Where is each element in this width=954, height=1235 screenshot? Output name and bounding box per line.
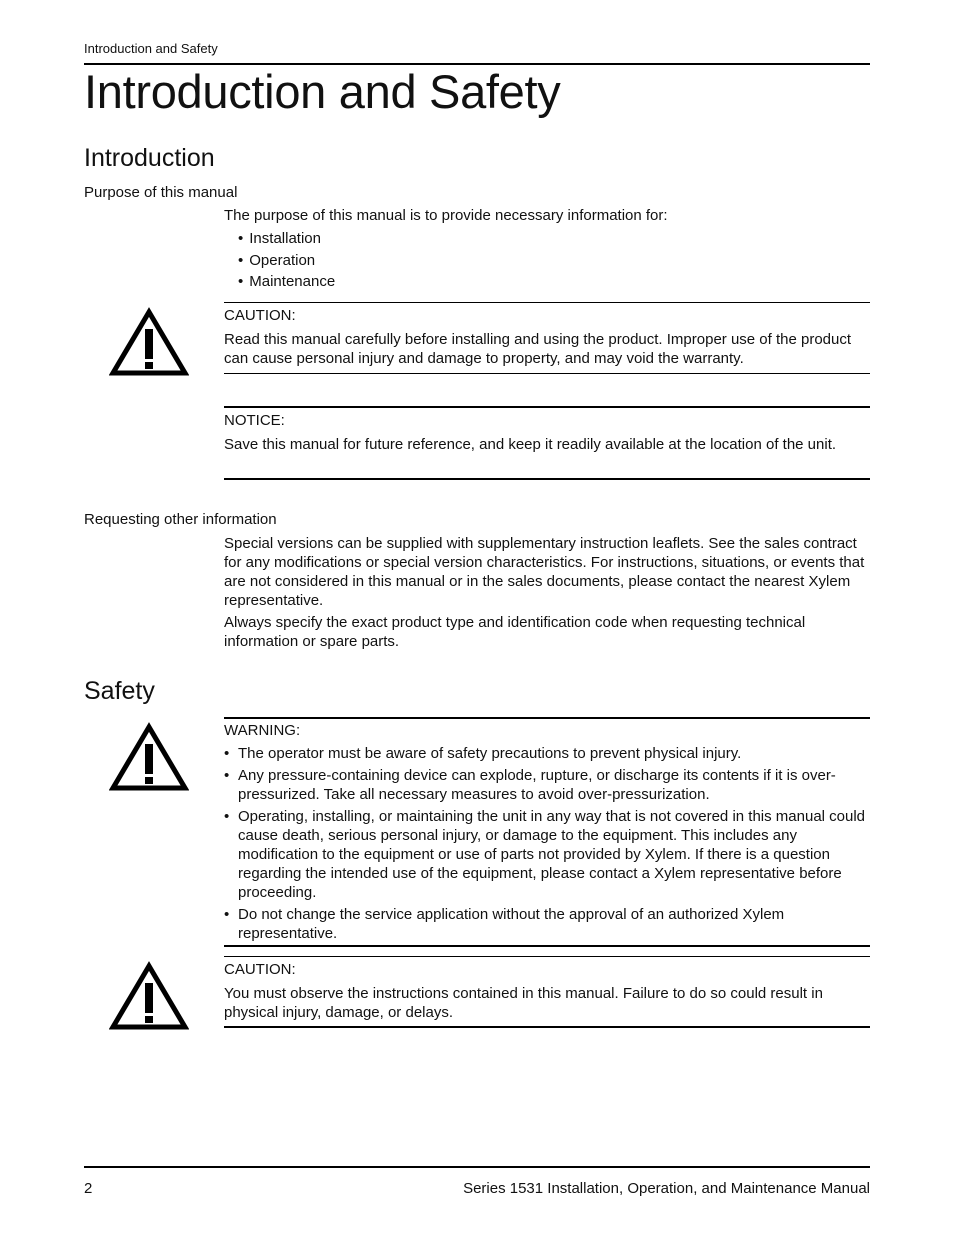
list-item: • Any pressure-containing device can explode, rupture, or discharge its contents if it is over-pressurized. Take all necessary measures to avoid over-pressurization. (224, 766, 870, 804)
notice-top-rule (224, 406, 870, 408)
list-item: • Operation (238, 250, 335, 272)
list-item: • Maintenance (238, 271, 335, 293)
purpose-list (238, 228, 335, 293)
footer-rule (84, 1166, 870, 1168)
notice-bottom-rule (224, 478, 870, 480)
list-item: • Do not change the service application without the approval of an authorized Xylem representative. (224, 905, 870, 943)
notice-text: Save this manual for future reference, and keep it readily available at the location of the unit. (224, 436, 837, 453)
warning-list (224, 744, 870, 946)
caution-text: You must observe the instructions contained in this manual. Failure to do so could result in physical injury, damage, or delays. (224, 985, 823, 1021)
warning-triangle-icon (109, 307, 189, 377)
warning-triangle-icon (109, 722, 189, 792)
requesting-paragraph: Special versions can be supplied with supplementary instruction leaflets. See the sales contract for any modifications or special version characteristics. For instructions, situations, or events that are not considered in this manual or in the sales documents, please contact the nearest Xylem representative. (224, 535, 865, 609)
list-item: • The operator must be aware of safety precautions to prevent physical injury. (224, 744, 870, 763)
section-heading-introduction: Introduction (84, 144, 215, 172)
notice-label: NOTICE: (224, 412, 285, 429)
warning-label: WARNING: (224, 722, 301, 739)
running-head: Introduction and Safety (84, 41, 218, 56)
warning-top-rule (224, 717, 870, 719)
list-item: • Installation (238, 228, 335, 250)
requesting-paragraph: Always specify the exact product type and identification code when requesting technical information or spare parts. (224, 614, 806, 650)
list-item: • Operating, installing, or maintaining the unit in any way that is not covered in this manual could cause death, serious personal injury, or damage to the equipment. This includes any modification to the equipment or use of parts not provided by Xylem. If there is a question regarding the intended use of the equipment, please contact a Xylem representative before proceeding. (224, 807, 870, 902)
caution-bottom-rule (224, 373, 870, 374)
caution-top-rule (224, 956, 870, 957)
section-heading-safety: Safety (84, 677, 155, 705)
subheading-purpose: Purpose of this manual (84, 184, 238, 201)
caution-bottom-rule (224, 1026, 870, 1028)
subheading-requesting: Requesting other information (84, 511, 277, 528)
caution-label: CAUTION: (224, 307, 296, 324)
page-number: 2 (84, 1180, 93, 1197)
footer-document-title: Series 1531 Installation, Operation, and Maintenance Manual (463, 1180, 870, 1197)
purpose-text: The purpose of this manual is to provide necessary information for: (224, 207, 668, 224)
page-title: Introduction and Safety (84, 65, 561, 118)
warning-bottom-rule (224, 945, 870, 947)
warning-triangle-icon (109, 961, 189, 1031)
caution-top-rule (224, 302, 870, 303)
caution-text: Read this manual carefully before installing and using the product. Improper use of the product can cause personal injury and damage to property, and may void the warranty. (224, 331, 852, 367)
caution-label: CAUTION: (224, 961, 296, 978)
